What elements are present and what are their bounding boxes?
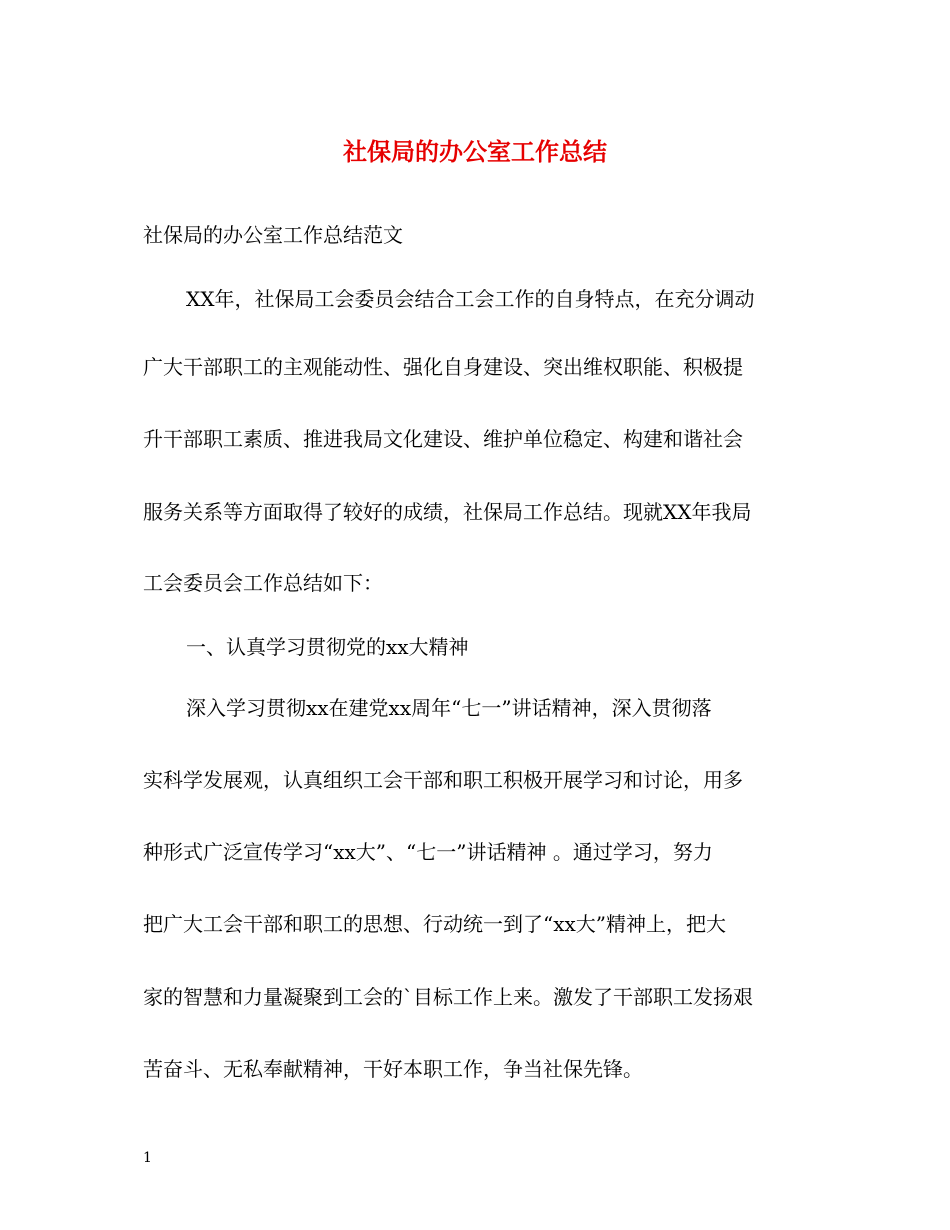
paragraph-line: 种形式广泛宣传学习“xx大”、“七一”讲话精神 。通过学习，努力: [143, 840, 713, 864]
section-heading: 一、认真学习贯彻党的xx大精神: [186, 635, 469, 659]
page-number: 1: [143, 1150, 152, 1166]
paragraph-line: 服务关系等方面取得了较好的成绩，社保局工作总结。现就XX年我局: [143, 500, 752, 524]
paragraph-line: XX年，社保局工会委员会结合工会工作的自身特点，在充分调动: [186, 287, 755, 311]
paragraph-line: 实科学发展观，认真组织工会干部和职工积极开展学习和讨论，用多: [143, 768, 743, 792]
paragraph-line: 苦奋斗、无私奉献精神，干好本职工作，争当社保先锋。: [143, 1057, 643, 1081]
paragraph-line: 深入学习贯彻xx在建党xx周年“七一”讲话精神，深入贯彻落: [186, 696, 712, 720]
document-title: 社保局的办公室工作总结: [343, 137, 607, 166]
paragraph-line: 家的智慧和力量凝聚到工会的`目标工作上来。激发了干部职工发扬艰: [143, 985, 753, 1009]
paragraph-line: 把广大工会干部和职工的思想、行动统一到了“xx大”精神上，把大: [143, 912, 727, 936]
paragraph-line: 升干部职工素质、推进我局文化建设、维护单位稳定、构建和谐社会: [143, 427, 743, 451]
paragraph-line: 广大干部职工的主观能动性、强化自身建设、突出维权职能、积极提: [143, 355, 743, 379]
document-subtitle: 社保局的办公室工作总结范文: [143, 223, 403, 247]
paragraph-line: 工会委员会工作总结如下：: [143, 571, 383, 595]
